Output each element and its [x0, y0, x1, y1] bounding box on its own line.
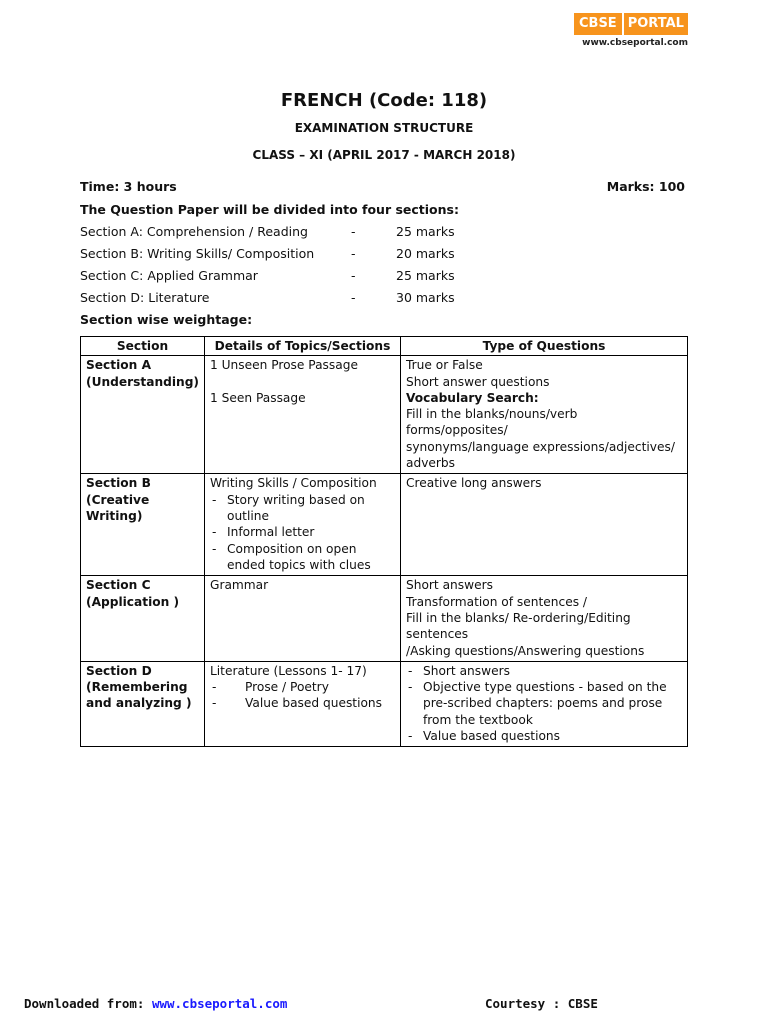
cell-section — [81, 474, 205, 576]
section-row — [80, 290, 500, 308]
detail-line: 1 Seen Passage — [210, 390, 306, 405]
section-label: Section D — [86, 663, 152, 678]
section-dash: - — [351, 224, 356, 239]
footer-link[interactable]: www.cbseportal.com — [151, 996, 288, 1011]
question-line: Fill in the blanks/ Re-ordering/Editing sentences — [406, 610, 631, 642]
page-subtitle: EXAMINATION STRUCTURE — [294, 121, 474, 135]
logo-word-portal: PORTAL — [622, 13, 688, 35]
section-marks: 25 marks — [396, 224, 455, 239]
class-line: CLASS – XI (APRIL 2017 - MARCH 2018) — [252, 148, 516, 162]
section-label: Section C — [86, 578, 151, 593]
section-sublabel: (Remembering — [86, 680, 188, 695]
question-line: Short answer questions — [406, 374, 550, 389]
footer-courtesy: Courtesy : CBSE — [485, 996, 598, 1011]
cell-section — [81, 356, 205, 474]
logo-word-cbse: CBSE — [574, 13, 622, 35]
question-line: Vocabulary Search: — [406, 390, 539, 405]
division-intro: The Question Paper will be divided into four sections: — [80, 202, 459, 217]
cell-details — [205, 576, 401, 661]
section-row — [80, 268, 500, 286]
table-header-row — [81, 337, 688, 356]
table-row-section-a — [81, 356, 688, 474]
cell-details — [205, 661, 401, 746]
cell-details — [205, 474, 401, 576]
detail-list — [210, 679, 395, 712]
detail-line: Literature (Lessons 1- 17) — [210, 663, 367, 678]
question-line: True or False — [406, 358, 483, 373]
footer-download — [24, 996, 287, 1011]
logo-box — [574, 13, 688, 35]
detail-line: 1 Unseen Prose Passage — [210, 358, 358, 373]
header-details: Details of Topics/Sections — [205, 337, 401, 356]
footer-download-label: Downloaded from: — [24, 996, 145, 1011]
cell-section — [81, 576, 205, 661]
question-list — [406, 663, 682, 744]
section-row — [80, 246, 500, 264]
header-question-type: Type of Questions — [401, 337, 688, 356]
list-item: - Value based questions — [210, 695, 395, 711]
table-row-section-c — [81, 576, 688, 661]
table-row-section-d — [81, 661, 688, 746]
section-sublabel: (Understanding) — [86, 374, 199, 389]
header-section: Section — [81, 337, 205, 356]
list-item: - Value based questions — [406, 728, 682, 744]
cell-questions — [401, 474, 688, 576]
section-dash: - — [351, 246, 356, 261]
question-line: Fill in the blanks/nouns/verb forms/opposites/ — [406, 407, 578, 438]
section-marks: 20 marks — [396, 246, 455, 261]
weightage-table — [80, 336, 688, 747]
cell-section — [81, 661, 205, 746]
section-label: Section A — [86, 358, 151, 373]
section-marks: 25 marks — [396, 268, 455, 283]
section-name: Section B: Writing Skills/ Composition — [80, 246, 315, 261]
detail-list — [210, 492, 395, 573]
question-line: /Asking questions/Answering questions — [406, 643, 645, 658]
logo-url: www.cbseportal.com — [582, 38, 688, 48]
question-line: Short answers — [406, 578, 493, 593]
question-line: Transformation of sentences / — [406, 594, 588, 609]
list-item: - Prose / Poetry — [210, 679, 395, 695]
question-line: synonyms/language expressions/adjectives/ — [406, 439, 675, 454]
time-label: Time: 3 hours — [80, 179, 177, 194]
detail-line: Grammar — [210, 578, 269, 593]
cell-questions — [401, 661, 688, 746]
list-item: - Objective type questions - based on the pre-scribed chapters: poems and prose from the textbook — [406, 679, 682, 728]
section-dash: - — [351, 290, 356, 305]
question-line: Creative long answers — [406, 476, 542, 491]
cell-questions — [401, 356, 688, 474]
section-name: Section A: Comprehension / Reading — [80, 224, 308, 239]
section-dash: - — [351, 268, 356, 283]
cbse-portal-logo — [574, 13, 688, 48]
detail-line: Writing Skills / Composition — [210, 476, 377, 491]
list-item: - Informal letter — [210, 524, 395, 540]
list-item: - Story writing based on outline — [210, 492, 395, 525]
table-row-section-b — [81, 474, 688, 576]
section-sublabel: Writing) — [86, 508, 143, 523]
section-sublabel: (Creative — [86, 492, 150, 507]
section-marks: 30 marks — [396, 290, 455, 305]
question-line: adverbs — [406, 456, 456, 471]
cell-details — [205, 356, 401, 474]
section-sublabel: (Application ) — [86, 594, 180, 609]
section-label: Section B — [86, 476, 151, 491]
cell-questions — [401, 576, 688, 661]
section-name: Section D: Literature — [80, 290, 210, 305]
section-name: Section C: Applied Grammar — [80, 268, 258, 283]
section-row — [80, 224, 500, 242]
list-item: - Short answers — [406, 663, 682, 679]
weightage-title: Section wise weightage: — [80, 312, 253, 327]
page-title: FRENCH (Code: 118) — [280, 90, 488, 111]
marks-label: Marks: 100 — [606, 179, 685, 194]
section-sublabel: and analyzing ) — [86, 696, 192, 711]
list-item: - Composition on open ended topics with clues — [210, 541, 395, 574]
